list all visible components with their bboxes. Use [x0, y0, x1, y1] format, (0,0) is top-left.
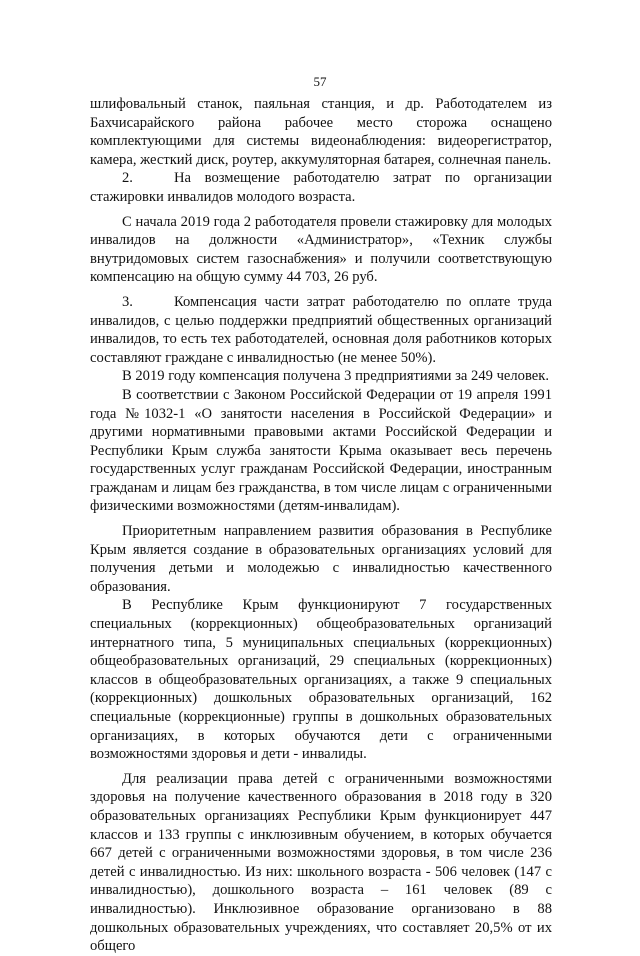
page-body — [90, 95, 552, 956]
list-item-2 — [90, 169, 552, 206]
paragraph-equipment: шлифовальный станок, паяльная станция, и др. Работодателем из Бахчисарайского района рабочее место сторожа оснащено комплектующими для системы видеонаблюдения: видеорегистратор, камера, жесткий диск, роутер, аккумуляторная батарея, солнечная панель. — [90, 96, 552, 168]
page-number: 57 — [313, 74, 327, 89]
list-item-3 — [90, 293, 552, 367]
paragraph-inclusive-education: Для реализации права детей с ограниченными возможностями здоровья на получение качественного образования в 2018 году в 320 образовательных организациях Республики Крым функционирует 447 классов и 133 группы с инклюзивным обучением, в которых обучается 667 детей с ограниченными возможностями здоровья, в том числе 236 детей с инвалидностью. Из них: школьного возраста - 506 человек (147 с инвалидностью), дошкольного возраста – 161 человек (89 с инвалидностью). Инклюзивное образование организовано в 88 дошкольных образовательных учреждениях, что составляет 20,5% от их общего — [90, 770, 552, 955]
paragraph-employment-law: В соответствии с Законом Российской Федерации от 19 апреля 1991 года №1032-1 «О занятости населения в Российской Федерации» и другими нормативными правовыми актами Российской Федерации и Республики Крым служба занятости Крыма оказывает весь перечень государственных услуг гражданам Российской Федерации, иностранным гражданам и лицам без гражданства, в том числе лицам с ограниченными физическими возможностями (детям-инвалидам). — [90, 386, 552, 515]
paragraph-special-schools: В Республике Крым функционируют 7 государственных специальных (коррекционных) общеобразовательных организаций интернатного типа, 5 муниципальных специальных (коррекционных) общеобразовательных организаций, 29 специальных (коррекционных) классов в общеобразовательных организациях, а также 9 специальных (коррекционных) дошкольных образовательных организаций, 162 специальные (коррекционные) группы в дошкольных образовательных организациях, в которых обучаются дети с ограниченными возможностями здоровья и дети - инвалиды. — [90, 597, 552, 763]
list-number-3: 3. — [122, 293, 133, 310]
list-text-3: Компенсация части затрат работодателю по оплате труда инвалидов, с целью поддержки предприятий общественных организаций инвалидов, то есть тех работодателей, основная доля работников которых составляют граждане с инвалидностью (не менее 50%). — [90, 293, 552, 366]
list-number-2: 2. — [122, 170, 133, 187]
list-text-2: На возмещение работодателю затрат по организации стажировки инвалидов молодого возраста. — [90, 170, 552, 205]
paragraph-internship: С начала 2019 года 2 работодателя провели стажировку для молодых инвалидов на должности «Администратор», «Техник службы внутридомовых систем газоснабжения» и получили соответствующую компенсацию на общую сумму 44 703, 26 руб. — [90, 213, 552, 286]
paragraph-compensation-2019: В 2019 году компенсация получена 3 предприятиями за 249 человек. — [122, 368, 549, 385]
paragraph-education-priority: Приоритетным направлением развития образования в Республике Крым является создание в образовательных организациях условий для получения детьми и молодежью с инвалидностью качественного образования. — [90, 523, 552, 595]
